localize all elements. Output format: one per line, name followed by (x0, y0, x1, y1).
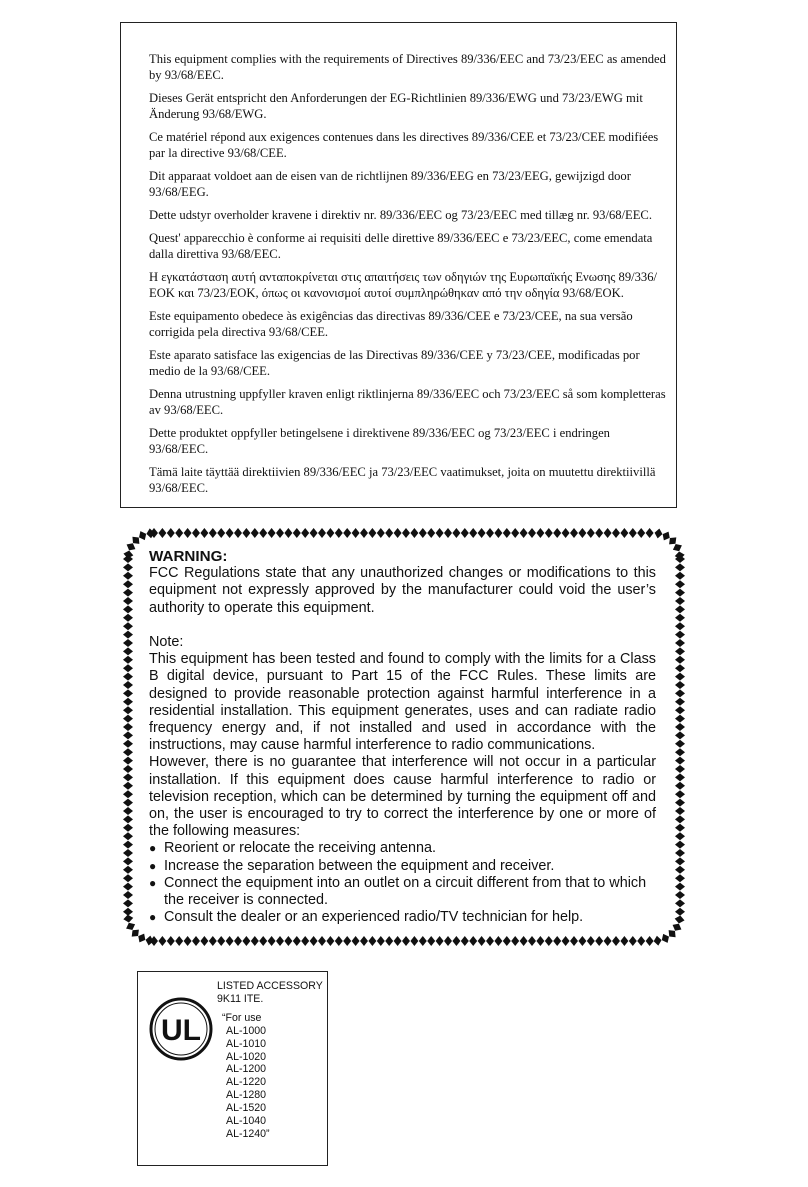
border-diamond-icon (578, 936, 586, 946)
border-diamond-icon (654, 528, 664, 539)
ul-model: AL-1520 (226, 1102, 267, 1115)
border-diamond-icon (675, 673, 685, 681)
border-diamond-icon (301, 528, 309, 538)
border-diamond-icon (629, 936, 637, 946)
warning-text: FCC Regulations state that any unauthorized changes or modifications to this equipment not expressly approved by the manufacturer could void the user’s authority to operate this equipment. (149, 565, 656, 616)
border-diamond-icon (385, 936, 393, 946)
border-diamond-icon (123, 563, 133, 571)
border-diamond-icon (123, 748, 133, 756)
border-diamond-icon (360, 936, 368, 946)
border-diamond-icon (511, 936, 519, 946)
border-diamond-icon (675, 647, 685, 655)
border-diamond-icon (674, 915, 685, 925)
border-diamond-icon (427, 528, 435, 538)
border-diamond-icon (123, 857, 133, 865)
border-diamond-icon (352, 936, 360, 946)
ul-listing-text (217, 980, 323, 1141)
ul-model: AL-1000 (226, 1024, 267, 1037)
border-diamond-icon (486, 528, 494, 538)
border-diamond-icon (675, 572, 685, 580)
border-diamond-icon (394, 936, 402, 946)
border-diamond-icon (175, 936, 183, 946)
border-diamond-icon (675, 782, 685, 790)
measures-list (149, 840, 656, 926)
border-diamond-icon (528, 936, 536, 946)
border-diamond-icon (259, 528, 267, 538)
directive-french: Ce matériel répond aux exigences contenues dans les directives 89/336/CEE et 73/23/CEE modifiées par la directive 93/68/CEE. (149, 130, 659, 160)
border-diamond-icon (646, 528, 654, 538)
border-diamond-icon (587, 936, 595, 946)
border-diamond-icon (284, 936, 292, 946)
border-diamond-icon (377, 528, 385, 538)
border-diamond-icon (604, 936, 612, 946)
border-diamond-icon (251, 528, 259, 538)
border-diamond-icon (123, 706, 133, 714)
border-diamond-icon (452, 936, 460, 946)
border-diamond-icon (553, 936, 561, 946)
border-diamond-icon (293, 528, 301, 538)
border-diamond-icon (620, 936, 628, 946)
border-diamond-icon (123, 782, 133, 790)
warning-content (149, 548, 656, 926)
border-diamond-icon (123, 740, 133, 748)
ul-model: AL-1040 (226, 1115, 267, 1128)
border-diamond-icon (226, 936, 234, 946)
ul-logo-icon (149, 997, 213, 1061)
border-diamond-icon (377, 936, 385, 946)
border-diamond-icon (444, 528, 452, 538)
border-diamond-icon (123, 891, 133, 899)
border-diamond-icon (209, 528, 217, 538)
border-diamond-icon (234, 936, 242, 946)
border-diamond-icon (675, 757, 685, 765)
directive-danish: Dette udstyr overholder kravene i direktiv nr. 89/336/EEC og 73/23/EEC med tillæg nr. 93/68/EEC. (149, 208, 652, 222)
border-diamond-icon (675, 832, 685, 840)
border-diamond-icon (123, 572, 133, 580)
border-diamond-icon (675, 908, 685, 916)
border-diamond-icon (562, 528, 570, 538)
border-diamond-icon (675, 681, 685, 689)
border-diamond-icon (612, 936, 620, 946)
list-item: ● Consult the dealer or an experienced radio/TV technician for help. (149, 909, 656, 926)
border-diamond-icon (675, 622, 685, 630)
warning-title: WARNING: (149, 548, 228, 565)
directive-swedish: Denna utrustning uppfyller kraven enligt riktlinjerna 89/336/EEC och 73/23/EEC så som kompletteras av 93/68/EEC. (149, 387, 666, 417)
border-diamond-icon (595, 936, 603, 946)
border-diamond-icon (410, 528, 418, 538)
border-diamond-icon (612, 528, 620, 538)
border-diamond-icon (123, 841, 133, 849)
border-diamond-icon (494, 528, 502, 538)
border-diamond-icon (123, 866, 133, 874)
border-diamond-icon (242, 936, 250, 946)
border-diamond-icon (570, 528, 578, 538)
border-diamond-icon (675, 664, 685, 672)
border-diamond-icon (675, 740, 685, 748)
border-diamond-icon (675, 689, 685, 697)
border-diamond-icon (360, 528, 368, 538)
border-diamond-icon (520, 936, 528, 946)
border-diamond-icon (675, 614, 685, 622)
border-diamond-icon (123, 689, 133, 697)
border-diamond-icon (318, 936, 326, 946)
border-diamond-icon (310, 936, 318, 946)
border-diamond-icon (675, 723, 685, 731)
border-diamond-icon (675, 841, 685, 849)
directive-portuguese: Este equipamento obedece às exigências das directivas 89/336/CEE e 73/23/CEE, na sua versão corrigida pela directiva 93/68/CEE. (149, 309, 633, 339)
border-diamond-icon (385, 528, 393, 538)
border-diamond-icon (675, 639, 685, 647)
border-diamond-icon (503, 528, 511, 538)
border-diamond-icon (419, 528, 427, 538)
directive-spanish: Este aparato satisface las exigencias de las Directivas 89/336/CEE y 73/23/CEE, modificadas por medio de la 93/68/CEE. (149, 348, 640, 378)
border-diamond-icon (653, 935, 662, 946)
border-diamond-icon (123, 715, 133, 723)
directive-dutch: Dit apparaat voldoet aan de eisen van de richtlijnen 89/336/EEG en 73/23/EEG, gewijzigd door 93/68/EEG. (149, 169, 631, 199)
note-label: Note: (149, 634, 184, 650)
border-diamond-icon (595, 528, 603, 538)
border-diamond-icon (268, 936, 276, 946)
border-diamond-icon (123, 914, 134, 923)
border-diamond-icon (675, 706, 685, 714)
border-diamond-icon (675, 715, 685, 723)
border-diamond-icon (604, 528, 612, 538)
border-diamond-icon (123, 597, 133, 605)
border-diamond-icon (123, 639, 133, 647)
ul-model: AL-1010 (226, 1037, 267, 1050)
border-diamond-icon (675, 656, 685, 664)
directive-german: Dieses Gerät entspricht den Anforderungen der EG-Richtlinien 89/336/EWG und 73/23/EWG mit Änderung 93/68/EWG. (149, 91, 643, 121)
border-diamond-icon (326, 936, 334, 946)
ul-model: AL-1220 (226, 1076, 267, 1089)
border-diamond-icon (123, 908, 133, 916)
border-diamond-icon (167, 936, 175, 946)
border-diamond-icon (217, 936, 225, 946)
border-diamond-icon (123, 765, 133, 773)
border-diamond-icon (675, 891, 685, 899)
border-diamond-icon (562, 936, 570, 946)
border-diamond-icon (123, 647, 133, 655)
border-diamond-icon (578, 528, 586, 538)
border-diamond-icon (675, 631, 685, 639)
border-diamond-icon (123, 757, 133, 765)
border-diamond-icon (293, 936, 301, 946)
border-diamond-icon (158, 936, 166, 946)
border-diamond-icon (123, 799, 133, 807)
border-diamond-icon (675, 883, 685, 891)
border-diamond-icon (318, 528, 326, 538)
ul-model: AL-1020 (226, 1050, 267, 1063)
border-diamond-icon (123, 681, 133, 689)
ul-model: AL-1200 (226, 1063, 267, 1076)
border-diamond-icon (675, 866, 685, 874)
border-diamond-icon (123, 589, 133, 597)
border-diamond-icon (436, 936, 444, 946)
border-diamond-icon (675, 563, 685, 571)
ul-model: AL-1240” (226, 1127, 270, 1140)
directive-norwegian: Dette produktet oppfyller betingelsene i direktivene 89/336/EEC og 73/23/EEC i endringen 93/68/EEC. (149, 426, 610, 456)
border-diamond-icon (123, 790, 133, 798)
border-diamond-icon (570, 936, 578, 946)
border-diamond-icon (469, 936, 477, 946)
border-diamond-icon (436, 528, 444, 538)
border-diamond-icon (123, 815, 133, 823)
border-diamond-icon (637, 528, 645, 538)
border-diamond-icon (343, 528, 351, 538)
border-diamond-icon (158, 528, 166, 538)
border-diamond-icon (402, 528, 410, 538)
border-diamond-icon (276, 528, 284, 538)
border-diamond-icon (675, 799, 685, 807)
border-diamond-icon (486, 936, 494, 946)
border-diamond-icon (536, 936, 544, 946)
border-diamond-icon (192, 936, 200, 946)
border-diamond-icon (419, 936, 427, 946)
border-diamond-icon (478, 528, 486, 538)
ul-line-2: 9K11 ITE. (217, 992, 264, 1005)
border-diamond-icon (234, 528, 242, 538)
border-diamond-icon (276, 936, 284, 946)
border-diamond-icon (520, 528, 528, 538)
border-diamond-icon (123, 874, 133, 882)
border-diamond-icon (675, 698, 685, 706)
border-diamond-icon (123, 832, 133, 840)
border-diamond-icon (217, 528, 225, 538)
border-diamond-icon (675, 773, 685, 781)
border-diamond-icon (675, 899, 685, 907)
border-diamond-icon (335, 936, 343, 946)
border-diamond-icon (123, 849, 133, 857)
border-diamond-icon (123, 622, 133, 630)
border-diamond-icon (326, 528, 334, 538)
border-diamond-icon (402, 936, 410, 946)
border-diamond-icon (646, 936, 654, 946)
border-diamond-icon (444, 936, 452, 946)
border-diamond-icon (503, 936, 511, 946)
border-diamond-icon (123, 883, 133, 891)
border-diamond-icon (427, 936, 435, 946)
border-diamond-icon (167, 528, 175, 538)
border-diamond-icon (545, 528, 553, 538)
ul-model: AL-1280 (226, 1089, 267, 1102)
border-diamond-icon (184, 528, 192, 538)
border-diamond-icon (536, 528, 544, 538)
border-diamond-icon (226, 528, 234, 538)
border-diamond-icon (675, 731, 685, 739)
border-diamond-icon (123, 899, 133, 907)
border-diamond-icon (553, 528, 561, 538)
border-diamond-icon (284, 528, 292, 538)
border-diamond-icon (511, 528, 519, 538)
border-diamond-icon (123, 673, 133, 681)
ul-logo-text: UL (161, 1014, 201, 1047)
directive-finnish: Tämä laite täyttää direktiivien 89/336/EEC ja 73/23/EEC vaatimukset, joita on muutettu direktiivillä 93/68/EEC. (149, 465, 656, 495)
border-diamond-icon (494, 936, 502, 946)
border-diamond-icon (123, 773, 133, 781)
border-diamond-icon (123, 580, 133, 588)
border-diamond-icon (620, 528, 628, 538)
border-diamond-icon (343, 936, 351, 946)
border-diamond-icon (675, 765, 685, 773)
border-diamond-icon (587, 528, 595, 538)
border-diamond-icon (675, 748, 685, 756)
border-diamond-icon (123, 723, 133, 731)
border-diamond-icon (123, 731, 133, 739)
border-diamond-icon (675, 790, 685, 798)
border-diamond-icon (675, 874, 685, 882)
border-diamond-icon (675, 605, 685, 613)
border-diamond-icon (301, 936, 309, 946)
border-diamond-icon (259, 936, 267, 946)
border-diamond-icon (209, 936, 217, 946)
ul-for-use: “For use (222, 1011, 262, 1024)
border-diamond-icon (268, 528, 276, 538)
directive-italian: Quest' apparecchio è conforme ai requisiti delle direttive 89/336/EEC e 73/23/EEC, come emendata dalla direttiva 93/68/EEC. (149, 231, 653, 261)
border-diamond-icon (675, 857, 685, 865)
border-diamond-icon (675, 824, 685, 832)
directive-english: This equipment complies with the requirements of Directives 89/336/EEC and 73/23/EEC as amended by 93/68/EEC. (149, 52, 666, 82)
border-diamond-icon (461, 528, 469, 538)
border-diamond-icon (478, 936, 486, 946)
border-diamond-icon (192, 528, 200, 538)
border-diamond-icon (123, 605, 133, 613)
border-diamond-icon (675, 815, 685, 823)
border-diamond-icon (675, 597, 685, 605)
border-diamond-icon (184, 936, 192, 946)
border-diamond-icon (251, 936, 259, 946)
border-diamond-icon (452, 528, 460, 538)
border-diamond-icon (123, 698, 133, 706)
border-diamond-icon (200, 936, 208, 946)
border-diamond-icon (123, 664, 133, 672)
ul-listing-box (137, 971, 328, 1166)
border-diamond-icon (123, 656, 133, 664)
border-diamond-icon (123, 631, 133, 639)
list-item: ● Reorient or relocate the receiving antenna. (149, 840, 656, 857)
directives-compliance-box (120, 22, 677, 508)
border-diamond-icon (335, 528, 343, 538)
border-diamond-icon (461, 936, 469, 946)
note-paragraph: This equipment has been tested and found to comply with the limits for a Class B digital device, pursuant to Part 15 of the FCC Rules. These limits are designed to provide reasonable protection against harmful interference in a residential installation. This equipment generates, uses and can radiate radio frequency energy and, if not installed and used in accordance with the instructions, may cause harmful interference to radio communications. (149, 651, 656, 754)
border-diamond-icon (394, 528, 402, 538)
border-diamond-icon (123, 807, 133, 815)
border-diamond-icon (675, 589, 685, 597)
border-diamond-icon (629, 528, 637, 538)
ul-line-1: LISTED ACCESSORY (217, 980, 323, 992)
border-diamond-icon (675, 580, 685, 588)
border-diamond-icon (123, 614, 133, 622)
border-diamond-icon (175, 528, 183, 538)
list-item: ● Increase the separation between the equipment and receiver. (149, 858, 656, 875)
border-diamond-icon (310, 528, 318, 538)
directive-greek: Η εγκατάσταση αυτή ανταποκρίνεται στις απαιτήσεις των οδηγιών της Ευρωπαϊκής Ενωσης 89/336/ΕΟΚ και 73/23/ΕΟΚ, όπως οι κανονισμοί αυτοί συμπληρώθηκαν από την οδηγία 93/68/ΕΟΚ. (149, 270, 658, 300)
border-diamond-icon (675, 807, 685, 815)
border-diamond-icon (637, 936, 645, 946)
border-diamond-icon (242, 528, 250, 538)
border-diamond-icon (368, 936, 376, 946)
border-diamond-icon (469, 528, 477, 538)
note-paragraph: However, there is no guarantee that interference will not occur in a particular installation. If this equipment does cause harmful interference to radio or television reception, which can be determined by turning the equipment off and on, the user is encouraged to try to correct the interference by one or more of the following measures: (149, 754, 656, 840)
border-diamond-icon (528, 528, 536, 538)
border-diamond-icon (675, 849, 685, 857)
border-diamond-icon (352, 528, 360, 538)
border-diamond-icon (545, 936, 553, 946)
fcc-warning-box (118, 523, 690, 951)
list-item: ● Connect the equipment into an outlet on a circuit different from that to which the receiver is connected. (149, 875, 656, 909)
border-diamond-icon (200, 528, 208, 538)
border-diamond-icon (410, 936, 418, 946)
ul-model-list (217, 1012, 323, 1141)
border-diamond-icon (368, 528, 376, 538)
border-diamond-icon (123, 824, 133, 832)
